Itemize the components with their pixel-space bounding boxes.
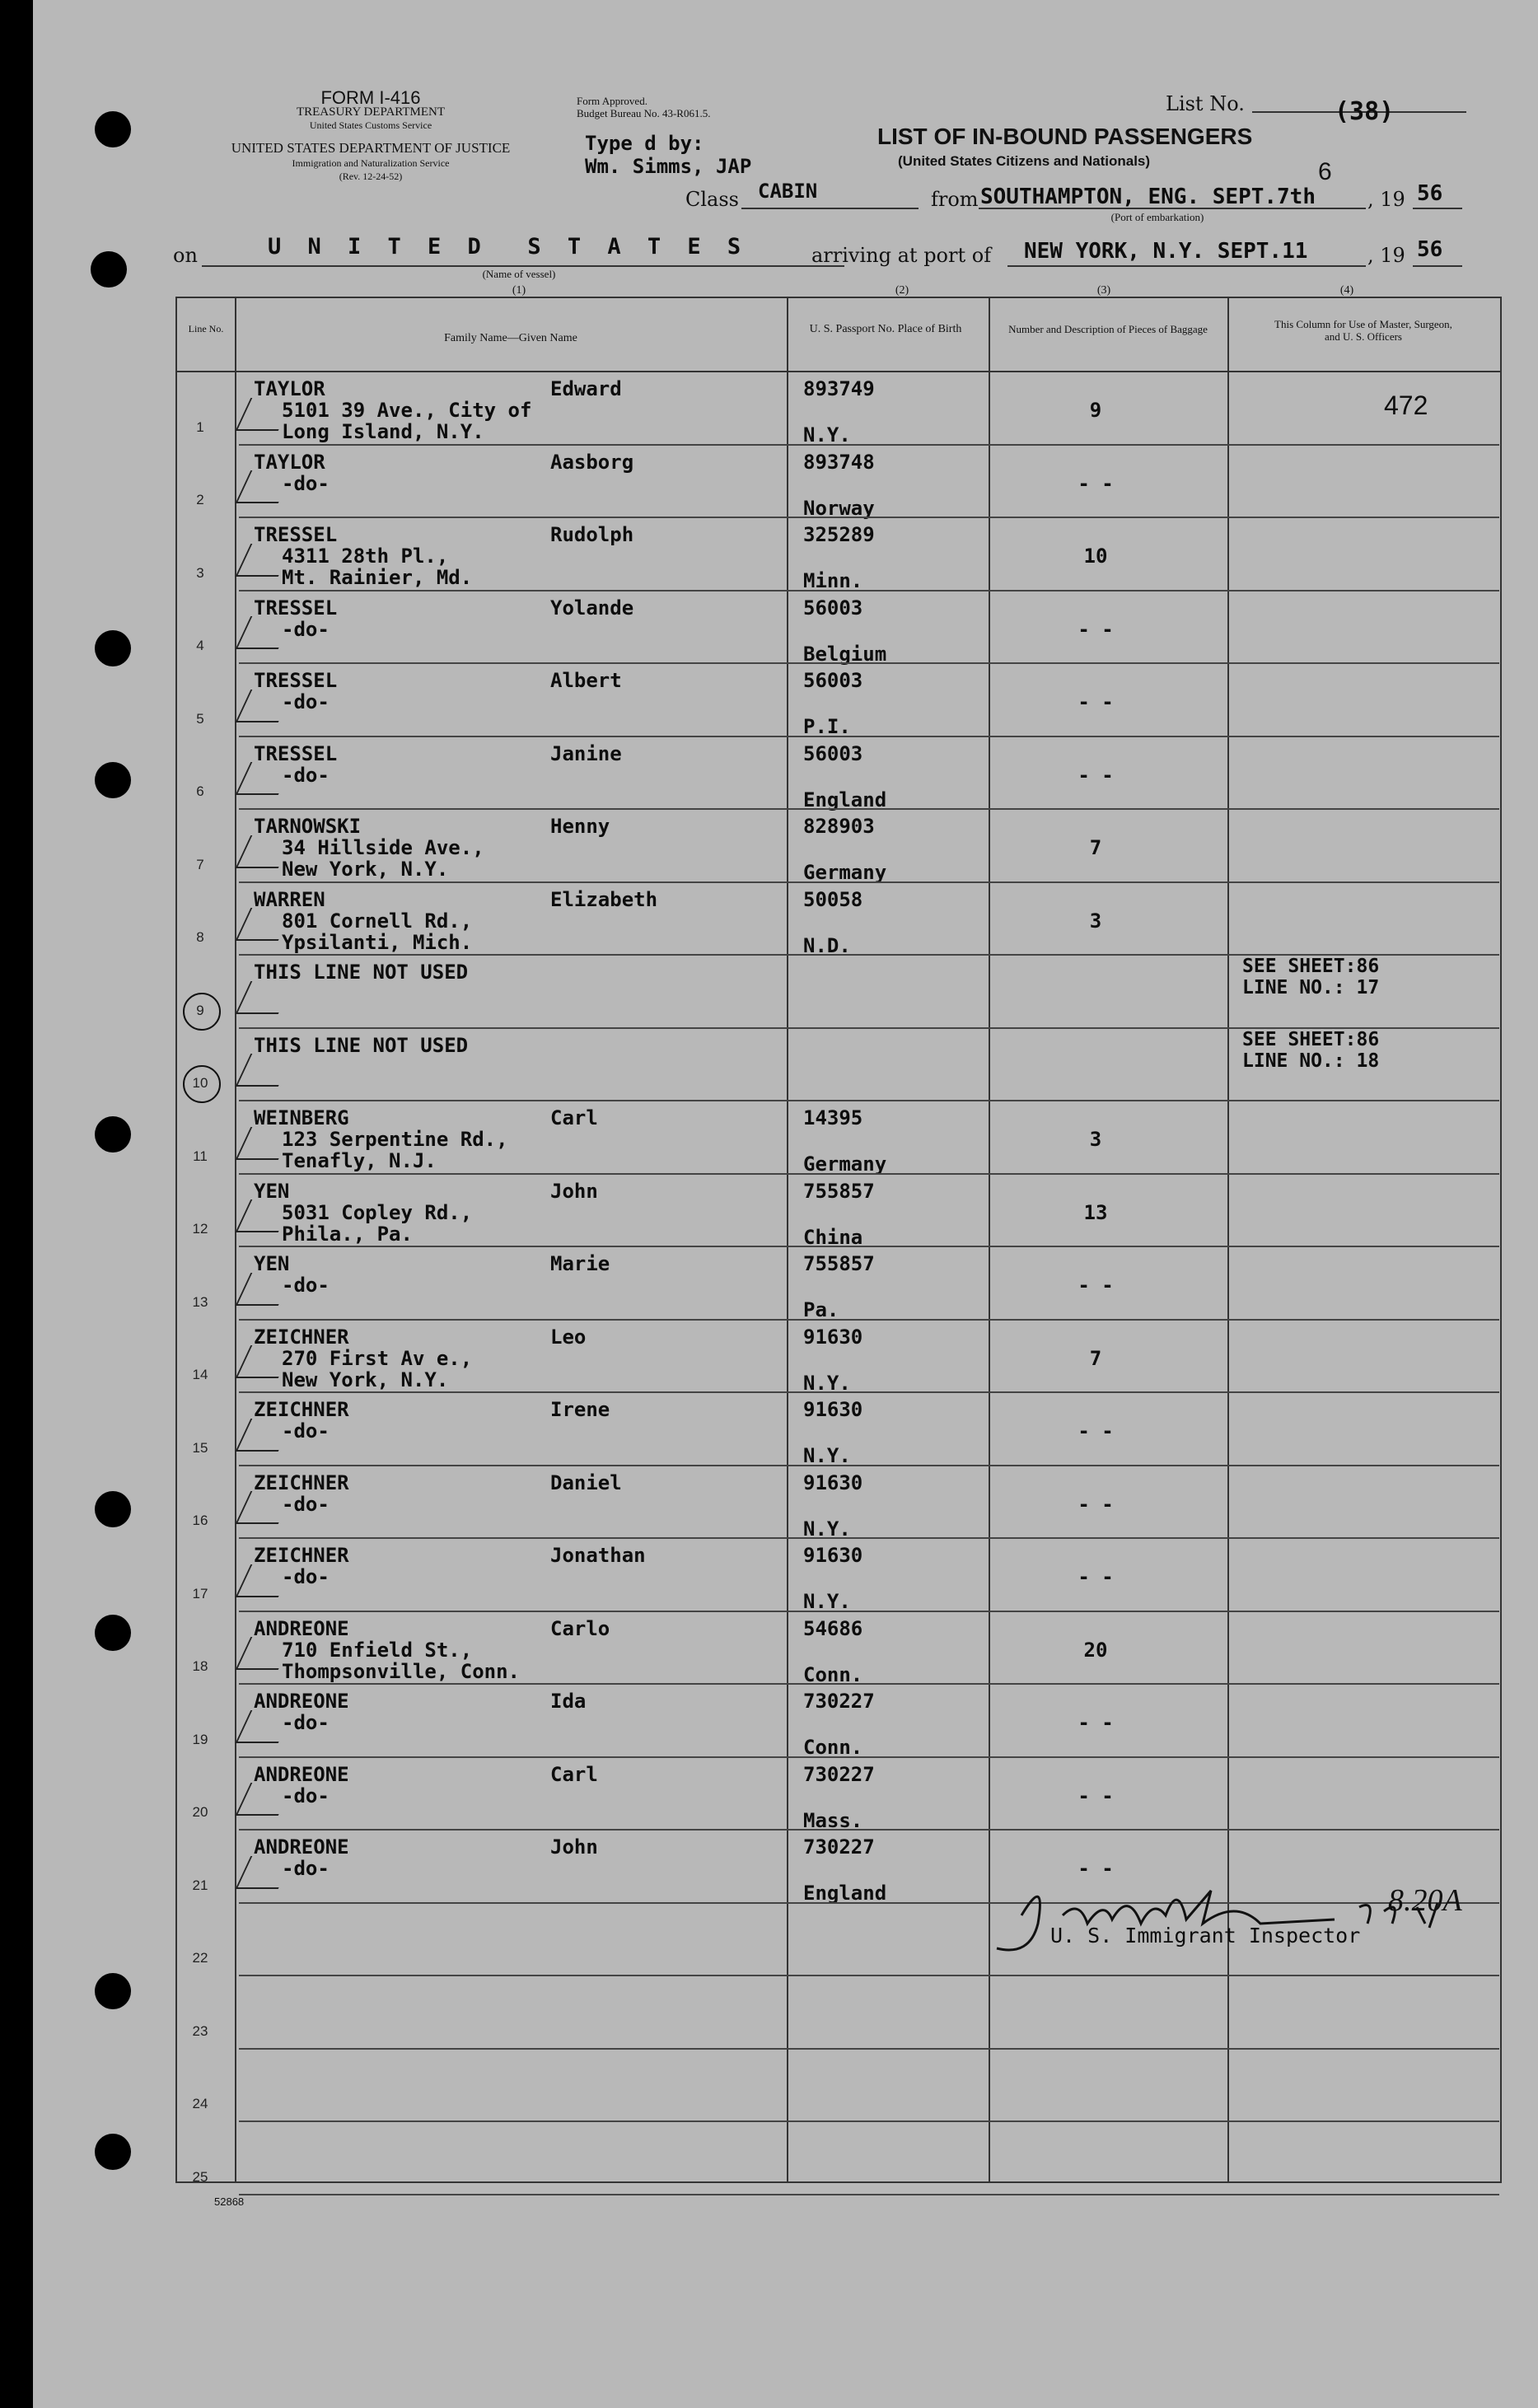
- line-number: 23: [192, 2022, 208, 2039]
- line-number: 13: [192, 1293, 208, 1310]
- form-approved: Form Approved.: [577, 95, 647, 107]
- address-line1: -do-: [282, 1565, 330, 1588]
- place-of-birth: England: [803, 1882, 887, 1905]
- passport-number: 56003: [803, 669, 863, 692]
- family-name: ZEICHNER: [254, 1398, 349, 1421]
- address-line2: Phila., Pa.: [282, 1222, 413, 1246]
- baggage-count: - -: [1078, 763, 1114, 787]
- customs-service: United States Customs Service: [309, 119, 432, 131]
- passport-number: 50058: [803, 887, 863, 911]
- table-row: [33, 372, 1516, 446]
- table-row: [33, 1612, 1516, 1686]
- table-row: [33, 1466, 1516, 1540]
- baggage-count: - -: [1078, 471, 1114, 495]
- baggage-count: 3: [1089, 909, 1102, 933]
- place-of-birth: Minn.: [803, 569, 863, 592]
- address-line1: -do-: [282, 617, 330, 641]
- family-name: ZEICHNER: [254, 1325, 349, 1349]
- passport-number: 91630: [803, 1325, 863, 1349]
- table-row: [33, 1758, 1516, 1831]
- table-row: [33, 446, 1516, 519]
- address-line1: 123 Serpentine Rd.,: [282, 1128, 508, 1151]
- place-of-birth: Norway: [803, 496, 875, 520]
- place-of-birth: Pa.: [803, 1298, 839, 1321]
- line-number: 15: [192, 1439, 208, 1456]
- baggage-count: - -: [1078, 1784, 1114, 1807]
- given-name: Edward: [550, 377, 622, 400]
- family-name: TRESSEL: [254, 669, 338, 692]
- line-number: 1: [196, 418, 204, 435]
- line-number: 3: [196, 564, 204, 581]
- baggage-count: - -: [1078, 1274, 1114, 1297]
- line-number-circle: [183, 1065, 221, 1103]
- address-line1: 5031 Copley Rd.,: [282, 1200, 473, 1224]
- form-number: FORM I-416: [320, 87, 421, 108]
- place-of-birth: N.Y.: [803, 1517, 851, 1541]
- check-mark-icon: [236, 981, 294, 1014]
- from-year-prefix: , 19: [1367, 188, 1405, 211]
- arriving-year: 56: [1417, 237, 1443, 262]
- family-name: TRESSEL: [254, 596, 338, 620]
- place-of-birth: Belgium: [803, 642, 887, 666]
- list-title: LIST OF IN-BOUND PASSENGERS: [877, 124, 1253, 149]
- punch-hole: [95, 111, 131, 147]
- arriving-label: arriving at port of: [811, 244, 992, 267]
- baggage-count: 13: [1083, 1200, 1108, 1224]
- place-of-birth: P.I.: [803, 715, 851, 738]
- passport-number: 730227: [803, 1762, 875, 1786]
- officer-note-line2: LINE NO.: 17: [1242, 977, 1380, 998]
- col-header-passport: U. S. Passport No. Place of Birth: [809, 323, 962, 335]
- line-number: 17: [192, 1585, 208, 1601]
- family-name: YEN: [254, 1252, 290, 1275]
- baggage-count: - -: [1078, 1711, 1114, 1734]
- justice-dept: UNITED STATES DEPARTMENT OF JUSTICE: [231, 140, 511, 156]
- list-subtitle: (United States Citizens and Nationals): [898, 153, 1151, 169]
- address-line2: New York, N.Y.: [282, 1368, 449, 1391]
- officer-note-line2: LINE NO.: 18: [1242, 1050, 1380, 1072]
- place-of-birth: Germany: [803, 1153, 887, 1176]
- table-row: [33, 591, 1516, 665]
- given-name: Carl: [550, 1106, 598, 1129]
- family-name: TRESSEL: [254, 523, 338, 546]
- place-of-birth: Conn.: [803, 1736, 863, 1759]
- col-num-1: (1): [512, 284, 526, 297]
- vessel-name: U N I T E D S T A T E S: [268, 234, 748, 260]
- address-line2: Mt. Rainier, Md.: [282, 566, 473, 589]
- passport-number: 56003: [803, 596, 863, 620]
- line-number: 5: [196, 710, 204, 727]
- passport-number: 730227: [803, 1835, 875, 1859]
- col-header-officers: This Column for Use of Master, Surgeon, and U. S. Officers: [1274, 318, 1452, 343]
- given-name: Rudolph: [550, 523, 634, 546]
- class-label: Class: [685, 188, 739, 211]
- treasury-dept: TREASURY DEPARTMENT: [296, 105, 446, 119]
- place-of-birth: Mass.: [803, 1808, 863, 1832]
- line-number: 9: [196, 1002, 204, 1018]
- check-mark-icon: [236, 1054, 294, 1087]
- family-name: ANDREONE: [254, 1762, 349, 1786]
- passport-number: 56003: [803, 741, 863, 765]
- place-of-birth: N.D.: [803, 933, 851, 957]
- line-number: 21: [192, 1877, 208, 1893]
- col-num-2: (2): [895, 284, 909, 297]
- list-no-label: List No.: [1166, 92, 1245, 115]
- address-line1: -do-: [282, 690, 330, 713]
- given-name: Carlo: [550, 1616, 610, 1640]
- line-number: 4: [196, 638, 204, 653]
- table-row: [33, 1247, 1516, 1321]
- address-line2: New York, N.Y.: [282, 858, 449, 881]
- line-number: 18: [192, 1658, 208, 1674]
- table-row: [33, 1685, 1516, 1758]
- passport-number: 91630: [803, 1471, 863, 1494]
- family-name: TAYLOR: [254, 377, 325, 400]
- family-name: YEN: [254, 1179, 290, 1203]
- line-number: 16: [192, 1513, 208, 1528]
- address-line1: -do-: [282, 1492, 330, 1516]
- address-line1: 710 Enfield St.,: [282, 1638, 473, 1662]
- col-header-baggage: Number and Description of Pieces of Baggage: [1008, 323, 1208, 335]
- given-name: Elizabeth: [550, 887, 658, 911]
- line-number: 14: [192, 1367, 208, 1382]
- ins-service: Immigration and Naturalization Service: [292, 157, 450, 169]
- table-row: [33, 1393, 1516, 1466]
- baggage-count: 7: [1089, 1346, 1102, 1370]
- line-number: 25: [192, 2168, 208, 2185]
- line-number: 24: [192, 2096, 208, 2111]
- revision: (Rev. 12-24-52): [339, 171, 403, 182]
- table-row: [33, 737, 1516, 811]
- passport-number: 325289: [803, 523, 875, 546]
- inspector-title: U. S. Immigrant Inspector: [1050, 1924, 1361, 1947]
- table-row: [33, 2122, 1516, 2195]
- from-value: SOUTHAMPTON, ENG. SEPT.7th: [980, 185, 1316, 209]
- given-name: Jonathan: [550, 1544, 646, 1567]
- passport-number: 755857: [803, 1179, 875, 1203]
- address-line2: Long Island, N.Y.: [282, 420, 484, 443]
- passport-number: 14395: [803, 1106, 863, 1129]
- given-name: Irene: [550, 1398, 610, 1421]
- family-name: TARNOWSKI: [254, 815, 362, 838]
- punch-hole: [91, 251, 127, 288]
- passport-number: 893749: [803, 377, 875, 400]
- address-line2: Tenafly, N.J.: [282, 1149, 437, 1172]
- officer-note: SEE SHEET:86: [1242, 1028, 1380, 1050]
- baggage-count: - -: [1078, 1857, 1114, 1880]
- passport-number: 755857: [803, 1252, 875, 1275]
- given-name: Janine: [550, 741, 622, 765]
- given-name: Leo: [550, 1325, 587, 1349]
- place-of-birth: Germany: [803, 861, 887, 884]
- address-line2: Thompsonville, Conn.: [282, 1659, 520, 1683]
- col-num-3: (3): [1096, 284, 1111, 297]
- family-name: TAYLOR: [254, 450, 325, 474]
- address-line1: 5101 39 Ave., City of: [282, 399, 532, 422]
- address-line1: -do-: [282, 763, 330, 787]
- family-name: TRESSEL: [254, 741, 338, 765]
- table-row: [33, 1175, 1516, 1248]
- line-number: 7: [196, 856, 204, 872]
- line-number: 20: [192, 1804, 208, 1820]
- family-name: WEINBERG: [254, 1106, 349, 1129]
- arriving-value: NEW YORK, N.Y. SEPT.11: [1024, 239, 1308, 264]
- baggage-count: - -: [1078, 617, 1114, 641]
- family-name: ZEICHNER: [254, 1471, 349, 1494]
- table-row: [33, 1539, 1516, 1612]
- line-number: 10: [192, 1075, 208, 1091]
- from-label: from: [931, 188, 979, 211]
- line-number: 2: [196, 492, 204, 507]
- passport-number: 91630: [803, 1398, 863, 1421]
- from-date-correction: 6: [1318, 158, 1332, 185]
- table-row: [33, 956, 1516, 1029]
- signature-scrawl: [1120, 1878, 1124, 1879]
- manifest-sheet: [33, 0, 1538, 2408]
- line-number: 22: [192, 1950, 208, 1966]
- family-name: WARREN: [254, 887, 325, 911]
- address-line1: 801 Cornell Rd.,: [282, 909, 473, 933]
- address-line2: Ypsilanti, Mich.: [282, 930, 473, 954]
- line-number: 11: [193, 1148, 208, 1164]
- baggage-count: 9: [1089, 399, 1102, 422]
- passport-number: 893748: [803, 450, 875, 474]
- port-embark-label: (Port of embarkation): [1110, 211, 1204, 223]
- typed-by-line2: Wm. Simms, JAP: [585, 155, 752, 178]
- place-of-birth: N.Y.: [803, 423, 851, 447]
- line-number: 6: [196, 783, 204, 799]
- baggage-count: 7: [1089, 836, 1102, 859]
- table-row: [33, 1321, 1516, 1394]
- address-line1: 270 First Av e.,: [282, 1346, 473, 1370]
- typed-by-line1: Type d by:: [585, 132, 704, 155]
- budget-bureau: Budget Bureau No. 43-R061.5.: [577, 107, 711, 119]
- family-name: ANDREONE: [254, 1616, 349, 1640]
- table-row: [33, 518, 1516, 591]
- table-row: [33, 1029, 1516, 1102]
- address-line1: -do-: [282, 1711, 330, 1734]
- given-name: Yolande: [550, 596, 634, 620]
- address-line1: -do-: [282, 471, 330, 495]
- family-name: ANDREONE: [254, 1835, 349, 1859]
- place-of-birth: England: [803, 788, 887, 811]
- given-name: Marie: [550, 1252, 610, 1275]
- address-line1: 34 Hillside Ave.,: [282, 836, 484, 859]
- given-name: John: [550, 1179, 598, 1203]
- on-label: on: [173, 244, 198, 267]
- place-of-birth: China: [803, 1225, 863, 1249]
- family-name: THIS LINE NOT USED: [254, 1033, 469, 1057]
- line-number: 8: [196, 929, 204, 945]
- passport-number: 828903: [803, 815, 875, 838]
- col-num-4: (4): [1339, 284, 1354, 297]
- baggage-count: - -: [1078, 1565, 1114, 1588]
- signature-date: 8.20A: [1388, 1883, 1462, 1918]
- row-divider: [239, 2194, 1499, 2195]
- table-row: [33, 883, 1516, 956]
- table-row: [33, 664, 1516, 737]
- vessel-label: (Name of vessel): [482, 268, 556, 280]
- place-of-birth: Conn.: [803, 1662, 863, 1686]
- family-name: THIS LINE NOT USED: [254, 961, 469, 984]
- line-number: 19: [192, 1731, 208, 1747]
- address-line1: -do-: [282, 1784, 330, 1807]
- line-number: 12: [192, 1221, 208, 1237]
- officer-note: SEE SHEET:86: [1242, 956, 1380, 977]
- given-name: Aasborg: [550, 450, 634, 474]
- given-name: Daniel: [550, 1471, 622, 1494]
- baggage-count: 20: [1083, 1638, 1108, 1662]
- given-name: Henny: [550, 815, 610, 838]
- col-header-line-no: Line No.: [188, 323, 224, 334]
- col-header-name: Family Name—Given Name: [444, 332, 577, 344]
- given-name: Albert: [550, 669, 622, 692]
- baggage-count: 3: [1089, 1128, 1102, 1151]
- passport-number: 91630: [803, 1544, 863, 1567]
- table-row: [33, 810, 1516, 883]
- baggage-count: - -: [1078, 1492, 1114, 1516]
- family-name: ZEICHNER: [254, 1544, 349, 1567]
- address-line1: -do-: [282, 1274, 330, 1297]
- address-line1: 4311 28th Pl.,: [282, 545, 449, 568]
- family-name: ANDREONE: [254, 1690, 349, 1713]
- officer-note: 472: [1384, 390, 1428, 420]
- table-row: [33, 1101, 1516, 1175]
- from-year: 56: [1417, 181, 1443, 206]
- line-number-circle: [183, 993, 221, 1031]
- passport-number: 730227: [803, 1690, 875, 1713]
- given-name: Carl: [550, 1762, 598, 1786]
- place-of-birth: N.Y.: [803, 1590, 851, 1613]
- passport-number: 54686: [803, 1616, 863, 1640]
- place-of-birth: N.Y.: [803, 1444, 851, 1467]
- list-no-value: (38): [1335, 97, 1395, 126]
- class-value: CABIN: [758, 180, 818, 203]
- form-footer-number: 52868: [214, 2195, 245, 2208]
- address-line1: -do-: [282, 1857, 330, 1880]
- arriving-year-prefix: , 19: [1367, 244, 1405, 267]
- baggage-count: 10: [1083, 545, 1108, 568]
- table-row: [33, 2050, 1516, 2123]
- table-row: [33, 1976, 1516, 2050]
- place-of-birth: N.Y.: [803, 1371, 851, 1395]
- given-name: Ida: [550, 1690, 587, 1713]
- baggage-count: - -: [1078, 1419, 1114, 1442]
- baggage-count: - -: [1078, 690, 1114, 713]
- address-line1: -do-: [282, 1419, 330, 1442]
- given-name: John: [550, 1835, 598, 1859]
